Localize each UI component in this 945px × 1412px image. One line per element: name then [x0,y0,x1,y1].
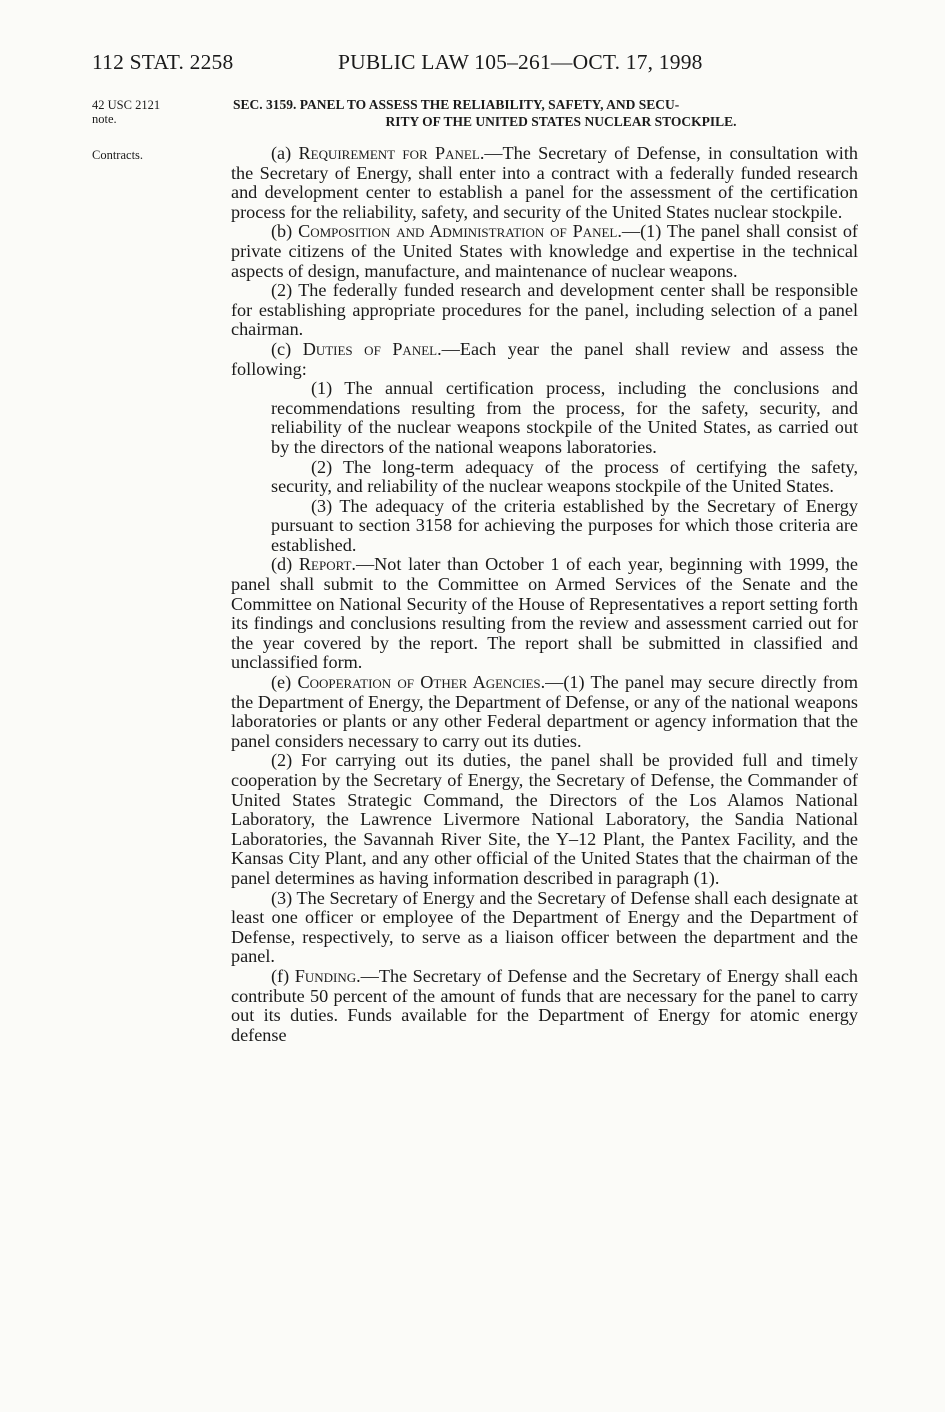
section-title-line2: RITY OF THE UNITED STATES NUCLEAR STOCKPILE. [385,114,737,129]
paragraph-c-text: .—Each year the panel shall review and assess the following: [231,338,858,379]
paragraph-b-text: .—(1) The panel shall consist of private citizens of the United States with knowledge and expertise in the technical aspects of design, manufacture, and maintenance of nuclear weapons. [231,221,858,281]
paragraph-f [231,967,858,1045]
paragraph-b [231,222,858,281]
section-title [233,96,859,130]
paragraph-c1: (1) The annual certification process, including the conclusions and recommendations resulting from the process, for the safety, security, and reliability of the nuclear weapons stockpile of the United States, as carried out by the directors of the national weapons laboratories. [271,378,858,457]
paragraph-d [231,555,858,673]
margin-note-contracts: Contracts. [92,148,144,162]
section-body [231,144,858,1045]
paragraph-b-label: (b) [271,221,299,242]
section-title-line1: SEC. 3159. PANEL TO ASSESS THE RELIABILITY, SAFETY, AND SECU- [233,97,680,112]
page-header [92,50,703,75]
paragraph-a-heading: Requirement for Panel [298,143,480,163]
margin-note-usc-line1: 42 USC 2121 [92,98,161,112]
paragraph-f-label: (f) [271,965,295,986]
paragraph-a [231,144,858,222]
paragraph-c3: (3) The adequacy of the criteria established by the Secretary of Energy pursuant to section 3158 for achieving the purposes for which those criteria are established. [271,495,858,555]
paragraph-c2: (2) The long-term adequacy of the process of certifying the safety, security, and reliability of the nuclear weapons stockpile of the United States. [271,456,858,497]
paragraph-c [231,340,858,379]
margin-note-usc [92,98,160,126]
paragraph-a-text: .—The Secretary of Defense, in consultation with the Secretary of Energy, shall enter into a contract with a federally funded research and development center to establish a panel for the assessment of the certification process for the reliability, safety, and security of the United States nuclear stockpile. [231,143,859,222]
paragraph-e-heading: Cooperation of Other Agencies [297,672,541,693]
margin-note-usc-line2: note. [92,112,117,126]
paragraph-d-label: (d) [271,554,299,575]
paragraph-a-label: (a) [271,143,299,163]
paragraph-e2: (2) For carrying out its duties, the panel shall be provided full and timely cooperation by the Secretary of Energy, the Secretary of Defense, the Commander of United States Strategic Command, the Directors of the Los Alamos National Laboratory, the Lawrence Livermore National Laboratory, the Sandia National Laboratories, the Savannah River Site, the Y–12 Plant, the Pantex Facility, and the Kansas City Plant, and any other official of the United States that the chairman of the panel determines as having information described in paragraph (1). [231,750,858,888]
paragraph-f-text: .—The Secretary of Defense and the Secretary of Energy shall each contribute 50 percent of the amount of funds that are necessary for the panel to carry out its duties. Funds available for the Department of Energy for atomic energy defense [231,965,859,1045]
statute-page-number: 112 STAT. 2258 [92,50,234,74]
paragraph-e-label: (e) [271,672,298,693]
paragraph-f-heading: Funding [294,965,357,986]
paragraph-d-text: .—Not later than October 1 of each year, beginning with 1999, the panel shall submit to the Committee on Armed Services of the Senate and the Committee on National Security of the House of Representatives a report setting forth its findings and conclusions resulting from the review and assessment carried out for the year covered by the report. The report shall be submitted in classified and unclassified form. [231,554,858,673]
paragraph-c-label: (c) [271,338,303,359]
paragraph-b-heading: Composition and Administration of Panel [298,221,618,242]
paragraph-c-heading: Duties of Panel [302,338,438,359]
paragraph-b2: (2) The federally funded research and development center shall be responsible for establishing appropriate procedures for the panel, including selection of a panel chairman. [231,280,858,340]
public-law-citation: PUBLIC LAW 105–261—OCT. 17, 1998 [338,50,703,74]
paragraph-e3: (3) The Secretary of Energy and the Secretary of Defense shall each designate at least one officer or employee of the Department of Energy and the Department of Defense, respectively, to serve as a liaison officer between the department and the panel. [231,887,858,967]
paragraph-d-heading: Report [298,554,352,575]
paragraph-e [231,673,858,751]
paragraph-e-text: .—(1) The panel may secure directly from the Department of Energy, the Department of Defense, or any of the national weapons laboratories or plants or any other Federal department or agency information that the panel considers necessary to carry out its duties. [231,672,859,751]
